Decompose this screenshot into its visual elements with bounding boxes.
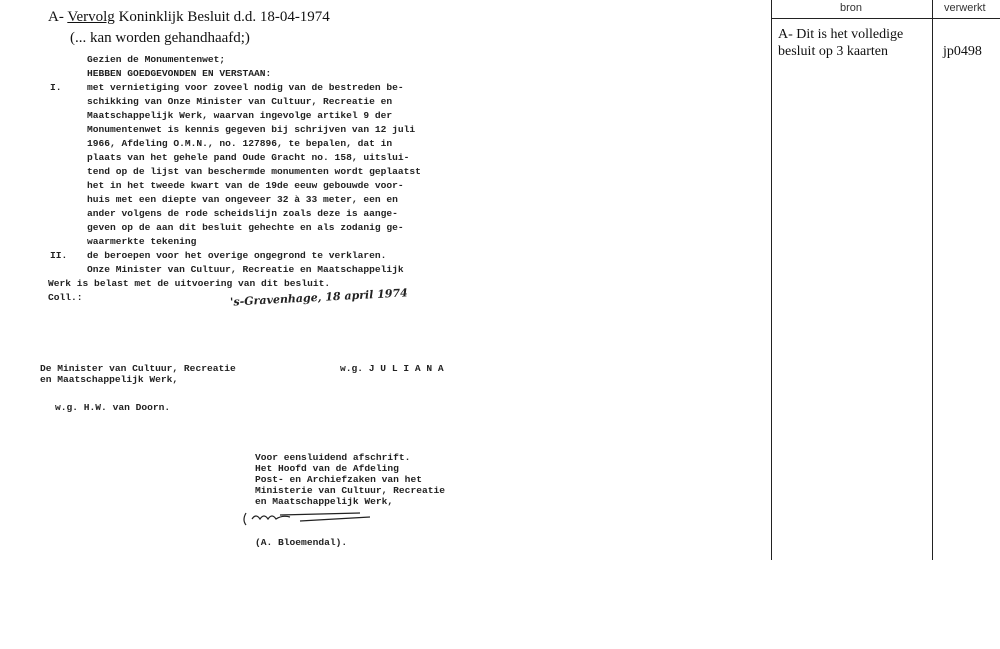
bron-line: A- Dit is het volledige [778,27,904,42]
header-rule [771,18,1000,19]
item1-line: tend op de lijst van beschermde monumenten wordt geplaatst [87,166,421,177]
column-header-verwerkt: verwerkt [944,2,986,14]
item1-line: schikking van Onze Minister van Cultuur, Recreatie en [87,96,393,107]
closing-line: Onze Minister van Cultuur, Recreatie en Maatschappelijk [87,264,404,275]
handwritten-signature [240,505,380,530]
copy-line: Het Hoofd van de Afdeling [255,463,399,474]
copy-line: en Maatschappelijk Werk, [255,496,394,507]
minister-signature: w.g. H.W. van Doorn. [55,402,171,413]
item-number: II. [50,250,68,261]
item1-line: geven op de aan dit besluit gehechte en als zodanig ge- [87,222,404,233]
title-underlined: Vervolg [67,9,115,25]
closing-line: Werk is belast met de uitvoering van dit besluit. [48,278,331,289]
handwritten-place-date: 's-Gravenhage, 18 april 1974 [229,286,409,309]
item1-line: Maatschappelijk Werk, waarvan ingevolge artikel 9 der [87,110,393,121]
copy-line: Post- en Archiefzaken van het [255,474,422,485]
coll-label: Coll.: [48,292,83,303]
item2-line: de beroepen voor het overige ongegrond te verklaren. [87,250,387,261]
item1-line: met vernietiging voor zoveel nodig van de bestreden be- [87,82,404,93]
title-prefix: A- [48,9,64,25]
column-divider [771,0,772,560]
title-rest: Koninklijk Besluit d.d. 18-04-1974 [118,9,330,25]
signatory: (A. Bloemendal). [255,537,348,548]
item1-line: huis met een diepte van ongeveer 32 à 33 meter, een en [87,194,398,205]
intro-line: Gezien de Monumentenwet; [87,54,226,65]
column-header-bron: bron [840,2,863,14]
item1-line: waarmerkte tekening [87,236,197,247]
item1-line: Monumentenwet is kennis gegeven bij schrijven van 12 juli [87,124,416,135]
verwerkt-cell: jp0498 [943,44,982,59]
bron-line: besluit op 3 kaarten [778,44,889,59]
intro-line: HEBBEN GOEDGEVONDEN EN VERSTAAN: [87,68,272,79]
queen-signature: w.g. J U L I A N A [340,363,444,374]
copy-line: Voor eensluidend afschrift. [255,452,411,463]
column-divider [932,0,933,560]
item1-line: 1966, Afdeling O.M.N., no. 127896, te bepalen, dat in [87,138,393,149]
document-title [48,9,330,26]
item-number: I. [50,82,62,93]
minister-line: De Minister van Cultuur, Recreatie [40,363,236,374]
minister-line: en Maatschappelijk Werk, [40,374,179,385]
item1-line: plaats van het gehele pand Oude Gracht no. 158, uitslui- [87,152,410,163]
document-subtitle: (... kan worden gehandhaafd;) [70,30,250,46]
item1-line: ander volgens de rode scheidslijn zoals deze is aange- [87,208,398,219]
bron-cell [778,26,903,60]
item1-line: het in het tweede kwart van de 19de eeuw gebouwde voor- [87,180,404,191]
copy-line: Ministerie van Cultuur, Recreatie [255,485,445,496]
